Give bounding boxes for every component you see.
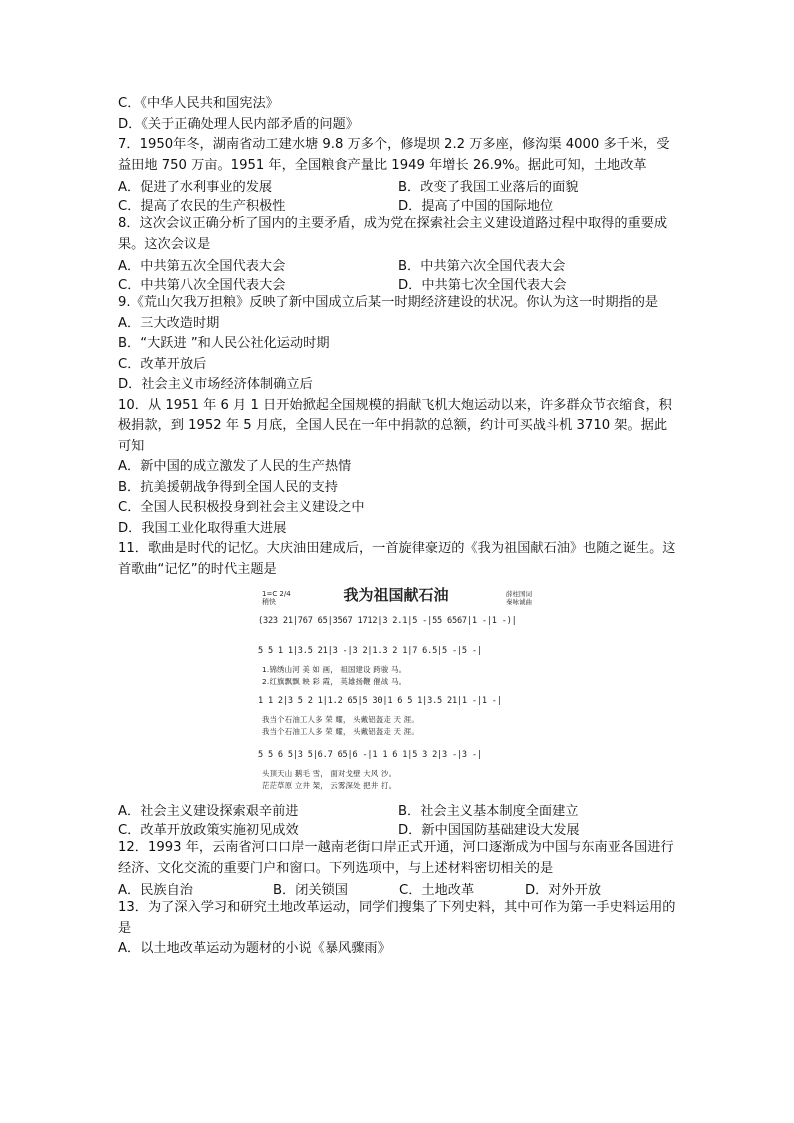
option-c: C．土地改革 (399, 883, 475, 898)
question-9-stem: 9.《荒山欠我万担粮》反映了新中国成立后某一时期经济建设的状况。你认为这一时期指的是 (118, 295, 659, 310)
question-11-options-row1 (118, 800, 678, 819)
option-d: D．中共第七次全国代表大会 (398, 278, 567, 293)
question-8-stem: 8．这次会议正确分析了国内的主要矛盾，成为党在探索社会主义建设道路过程中取得的重要成果。这次会议是 (118, 216, 668, 252)
option-d: D．提高了中国的国际地位 (398, 199, 554, 214)
option-c: C．提高了农民的生产积极性 (118, 199, 286, 214)
question-13-stem: 13．为了深入学习和研究土地改革运动，同学们搜集了下列史料，其中可作为第一手史料运用的是 (118, 900, 676, 936)
option-b: B．社会主义基本制度全面建立 (398, 804, 579, 819)
score-composer: 秦咏诚曲 (506, 598, 532, 606)
score-lyric-line: 茫茫草原 立井 架， 云雾深处 把井 打。 (262, 781, 397, 790)
question-7-stem: 7．1950年冬，湖南省动工建水塘 9.8 万多个，修堤坝 2.2 万多座，修沟渠 4000 多千米，受益田地 750 万亩。1951 年，全国粮食产量比 1949 年增长 26.9%。据此可知，土地改革 (118, 137, 670, 173)
option-a: A．以土地改革运动为题材的小说《暴风骤雨》 (118, 941, 391, 956)
option-a: A．中共第五次全国代表大会 (118, 259, 286, 274)
option-a: A．促进了水利事业的发展 (118, 180, 273, 195)
option-a: A．社会主义建设探索艰辛前进 (118, 804, 299, 819)
score-title: 我为祖国献石油 (343, 586, 449, 604)
option-d: D．社会主义市场经济体制确立后 (118, 377, 313, 392)
question-10-stem: 10．从 1951 年 6 月 1 日开始掀起全国规模的捐献飞机大炮运动以来，许多群众节衣缩食，积极捐款，到 1952 年 5 月底，全国人民在一年中捐款的总额，约计可买战斗机 3710 架。据此可知 (118, 397, 672, 454)
question-12-options (118, 879, 678, 898)
exam-page (118, 94, 678, 960)
question-11-options-row2 (118, 819, 678, 838)
question-11-stem: 11．歌曲是时代的记忆。大庆油田建成后，一首旋律豪迈的《我为祖国献石油》也随之诞生。这首歌曲“记忆”的时代主题是 (118, 541, 676, 577)
option-c: C．《中华人民共和国宪法》 (118, 96, 279, 111)
score-lyric-line: 我当个石油工人多 荣 耀， 头戴铝盔走 天 涯。 (262, 715, 419, 724)
option-d: D．新中国国防基础建设大发展 (398, 823, 580, 838)
score-key (262, 590, 291, 606)
score-notation-row: (323 21|767 65|3567 1712|3 2.1|5 -|55 6567|1 -|1 -)| (258, 616, 517, 626)
score-notation-row: 5 5 1 1|3.5 21|3 -|3 2|1.3 2 1|7 6.5|5 -|5 -| (258, 646, 482, 656)
option-b: B．抗美援朝战争得到全国人民的支持 (118, 479, 339, 495)
option-c: C．全国人民积极投身到社会主义建设之中 (118, 500, 365, 515)
question-12-stem: 12．1993 年，云南省河口口岸一越南老街口岸正式开通，河口逐渐成为中国与东南亚各国进行经济、文化交流的重要门户和窗口。下列选项中，与上述材料密切相关的是 (118, 840, 674, 876)
option-a: A．新中国的成立激发了人民的生产热情 (118, 459, 352, 474)
question-7-options-row1 (118, 176, 678, 195)
option-c: C．改革开放后 (118, 356, 207, 372)
option-d: D．我国工业化取得重大进展 (118, 520, 287, 536)
option-b: B．中共第六次全国代表大会 (398, 259, 566, 274)
score-lyric-line: 1.锦绣山河 美 如 画， 祖国建设 跨骏 马。 (262, 665, 407, 674)
option-c: C．改革开放政策实施初见成效 (118, 823, 299, 838)
option-d: D．《关于正确处理人民内部矛盾的问题》 (118, 116, 359, 132)
score-lyric-line: 2.红旗飘飘 映 彩 霞， 英雄扬鞭 催战 马。 (262, 677, 407, 686)
question-8-options-row1 (118, 255, 678, 274)
score-lyric-line: 头顶天山 鹅毛 雪， 面对戈壁 大风 沙。 (262, 769, 397, 778)
option-b: B．改变了我国工业落后的面貌 (398, 180, 579, 195)
score-notation-row: 1 1 2|3 5 2 1|1.2 65|5 30|1 6 5 1|3.5 21|1 -|1 -| (258, 696, 502, 706)
question-8-options-row2 (118, 274, 678, 293)
question-7-options-row2 (118, 195, 678, 214)
score-tempo: 稍快 (262, 598, 276, 606)
option-d: D．对外开放 (525, 883, 602, 898)
score-lyric-line: 我当个石油工人多 荣 耀， 头戴铝盔走 天 涯。 (262, 727, 419, 736)
option-a: A．三大改造时期 (118, 315, 220, 331)
option-c: C．中共第八次全国代表大会 (118, 278, 286, 293)
song-score-figure (258, 584, 534, 796)
option-b: B．闭关锁国 (273, 883, 348, 898)
option-b: B．“大跃进 ”和人民公社化运动时期 (118, 336, 330, 351)
score-key-signature: 1=C 2/4 (262, 590, 291, 598)
score-credits (506, 590, 532, 606)
option-a: A．民族自治 (118, 883, 193, 898)
score-lyricist: 薛柱国词 (506, 590, 532, 598)
score-notation-row: 5 5 6 5|3 5|6.7 65|6 -|1 1 6 1|5 3 2|3 -|3 -| (258, 750, 482, 760)
